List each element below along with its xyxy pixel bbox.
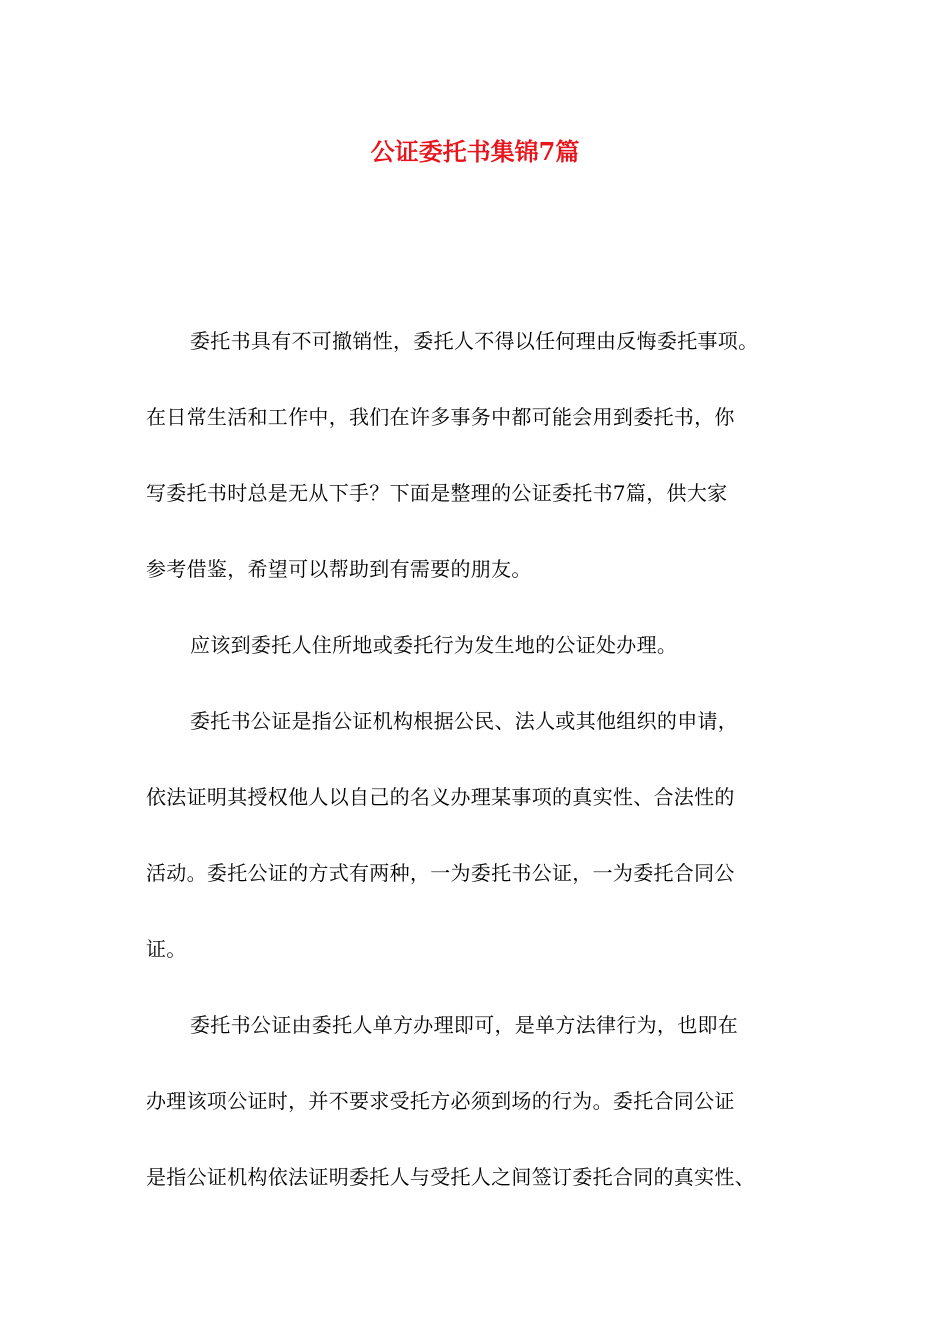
paragraph-3: [146, 702, 806, 968]
text-line: 委托书公证由委托人单方办理即可，是单方法律行为，也即在: [190, 1013, 739, 1037]
document-title: 公证委托书集锦7篇: [370, 137, 580, 166]
text-line: 委托书具有不可撤销性，委托人不得以任何理由反悔委托事项。: [190, 329, 759, 353]
text-line: 活动。委托公证的方式有两种，一为委托书公证，一为委托合同公: [146, 861, 735, 885]
text-line: 是指公证机构依法证明委托人与受托人之间签订委托合同的真实性、: [146, 1165, 755, 1189]
paragraph-1: [146, 322, 806, 588]
text-line: 办理该项公证时，并不要求受托方必须到场的行为。委托合同公证: [146, 1089, 735, 1113]
text-line: 写委托书时总是无从下手？下面是整理的公证委托书7篇，供大家: [146, 481, 728, 505]
paragraph-4: [146, 1006, 806, 1196]
text-line: 在日常生活和工作中，我们在许多事务中都可能会用到委托书，你: [146, 405, 735, 429]
text-line: 委托书公证是指公证机构根据公民、法人或其他组织的申请，: [190, 709, 739, 733]
text-line: 依法证明其授权他人以自己的名义办理某事项的真实性、合法性的: [146, 785, 735, 809]
text-line: 应该到委托人住所地或委托行为发生地的公证处办理。: [190, 633, 678, 657]
text-line: 证。: [146, 937, 187, 961]
document-body: [146, 322, 806, 1234]
paragraph-2: [146, 626, 806, 664]
text-line: 参考借鉴，希望可以帮助到有需要的朋友。: [146, 557, 532, 581]
